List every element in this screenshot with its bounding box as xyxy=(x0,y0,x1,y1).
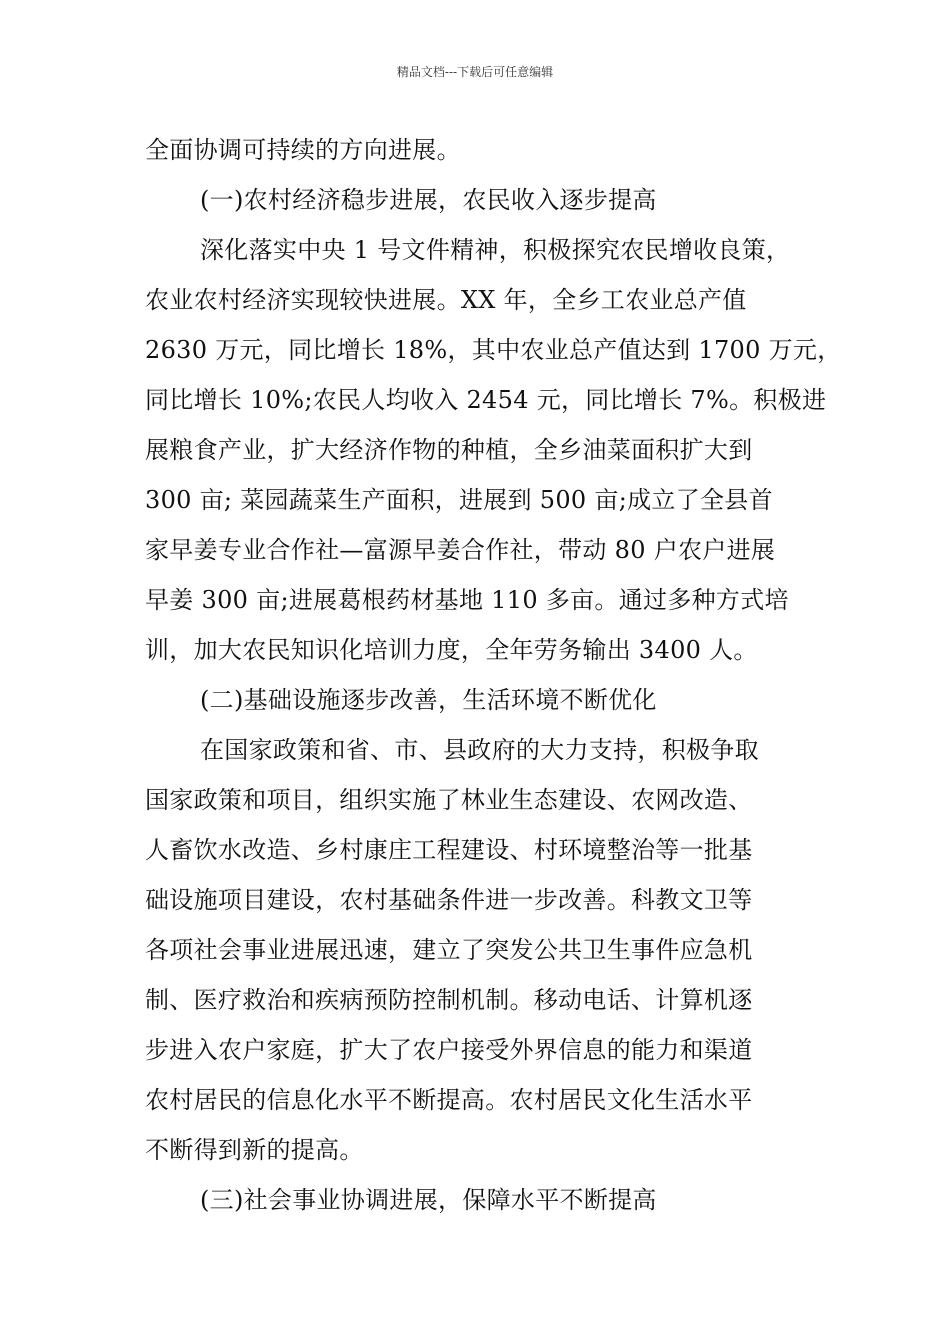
paragraph-start: 深化落实中央 1 号文件精神，积极探究农民增收良策， xyxy=(200,236,791,264)
body-line: 2630 万元，同比增长 18%，其中农业总产值达到 1700 万元， xyxy=(145,336,842,364)
body-line: 人畜饮水改造、乡村康庄工程建设、村环境整治等一批基 xyxy=(145,836,753,864)
body-line: 300 亩; 菜园蔬菜生产面积，进展到 500 亩;成立了全县首 xyxy=(145,486,773,514)
body-line: 各项社会事业进展迅速，建立了突发公共卫生事件应急机 xyxy=(145,936,753,964)
body-line: 不断得到新的提高。 xyxy=(145,1136,364,1164)
section-heading-1: (一)农村经济稳步进展，农民收入逐步提高 xyxy=(200,186,657,214)
section-heading-3: (三)社会事业协调进展，保障水平不断提高 xyxy=(200,1186,657,1214)
paragraph-start: 在国家政策和省、市、县政府的大力支持，积极争取 xyxy=(200,736,759,764)
body-line: 同比增长 10%;农民人均收入 2454 元，同比增长 7%。积极进 xyxy=(145,386,827,414)
body-line: 展粮食产业，扩大经济作物的种植，全乡油菜面积扩大到 xyxy=(145,436,753,464)
document-body xyxy=(145,125,842,1225)
body-line: 础设施项目建设，农村基础条件进一步改善。科教文卫等 xyxy=(145,886,753,914)
body-line: 家早姜专业合作社—富源早姜合作社，带动 80 户农户进展 xyxy=(145,536,776,564)
body-line: 农村居民的信息化水平不断提高。农村居民文化生活水平 xyxy=(145,1086,753,1114)
body-line: 全面协调可持续的方向进展。 xyxy=(145,136,461,164)
body-line: 早姜 300 亩;进展葛根药材基地 110 多亩。通过多种方式培 xyxy=(145,586,789,614)
body-line: 训，加大农民知识化培训力度，全年劳务输出 3400 人。 xyxy=(145,636,758,664)
body-line: 制、医疗救治和疾病预防控制机制。移动电话、计算机逐 xyxy=(145,986,753,1014)
body-line: 国家政策和项目，组织实施了林业生态建设、农网改造、 xyxy=(145,786,753,814)
body-line: 农业农村经济实现较快进展。XX 年，全乡工农业总产值 xyxy=(145,286,747,314)
section-heading-2: (二)基础设施逐步改善，生活环境不断优化 xyxy=(200,686,657,714)
page-header-watermark: 精品文档---下载后可任意编辑 xyxy=(396,65,554,79)
body-line: 步进入农户家庭，扩大了农户接受外界信息的能力和渠道 xyxy=(145,1036,753,1064)
